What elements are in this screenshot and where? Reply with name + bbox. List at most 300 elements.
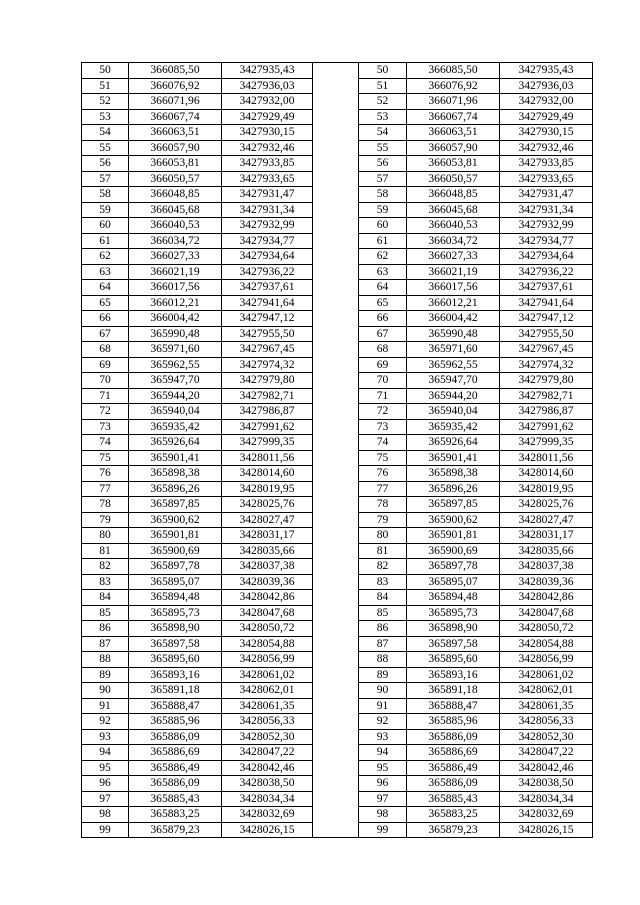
- left-y-coordinate-cell: 3428025,76: [222, 497, 313, 513]
- right-point-number-cell: 95: [359, 760, 407, 776]
- column-gap: [313, 109, 359, 125]
- column-gap: [313, 714, 359, 730]
- right-point-number-cell: 88: [359, 652, 407, 668]
- coordinates-table: [81, 62, 593, 838]
- left-y-coordinate-cell: 3428056,33: [222, 714, 313, 730]
- right-point-number-cell: 94: [359, 745, 407, 761]
- right-x-coordinate-cell: 365886,69: [407, 745, 500, 761]
- column-gap: [313, 140, 359, 156]
- column-gap: [313, 590, 359, 606]
- left-x-coordinate-cell: 366076,92: [129, 78, 222, 94]
- left-x-coordinate-cell: 365962,55: [129, 357, 222, 373]
- column-gap: [313, 543, 359, 559]
- table-row: [82, 249, 593, 265]
- right-x-coordinate-cell: 365896,26: [407, 481, 500, 497]
- column-gap: [313, 63, 359, 79]
- left-y-coordinate-cell: 3427999,35: [222, 435, 313, 451]
- left-y-coordinate-cell: 3427934,77: [222, 233, 313, 249]
- right-point-number-cell: 93: [359, 729, 407, 745]
- left-x-coordinate-cell: 365895,07: [129, 574, 222, 590]
- right-x-coordinate-cell: 365901,81: [407, 528, 500, 544]
- left-point-number-cell: 84: [82, 590, 129, 606]
- column-gap: [313, 373, 359, 389]
- left-y-coordinate-cell: 3427933,85: [222, 156, 313, 172]
- left-x-coordinate-cell: 365895,73: [129, 605, 222, 621]
- left-x-coordinate-cell: 366027,33: [129, 249, 222, 265]
- right-point-number-cell: 66: [359, 311, 407, 327]
- right-x-coordinate-cell: 365893,16: [407, 667, 500, 683]
- right-y-coordinate-cell: 3428047,68: [500, 605, 593, 621]
- right-x-coordinate-cell: 366017,56: [407, 280, 500, 296]
- left-point-number-cell: 86: [82, 621, 129, 637]
- right-y-coordinate-cell: 3427936,03: [500, 78, 593, 94]
- column-gap: [313, 233, 359, 249]
- right-x-coordinate-cell: 365895,60: [407, 652, 500, 668]
- left-x-coordinate-cell: 366045,68: [129, 202, 222, 218]
- right-x-coordinate-cell: 365898,90: [407, 621, 500, 637]
- left-y-coordinate-cell: 3427934,64: [222, 249, 313, 265]
- table-row: [82, 202, 593, 218]
- table-row: [82, 497, 593, 513]
- left-point-number-cell: 55: [82, 140, 129, 156]
- column-gap: [313, 466, 359, 482]
- left-point-number-cell: 90: [82, 683, 129, 699]
- table-row: [82, 156, 593, 172]
- table-row: [82, 776, 593, 792]
- left-point-number-cell: 57: [82, 171, 129, 187]
- right-point-number-cell: 82: [359, 559, 407, 575]
- right-x-coordinate-cell: 366053,81: [407, 156, 500, 172]
- right-x-coordinate-cell: 365935,42: [407, 419, 500, 435]
- right-point-number-cell: 86: [359, 621, 407, 637]
- right-point-number-cell: 63: [359, 264, 407, 280]
- right-y-coordinate-cell: 3427935,43: [500, 63, 593, 79]
- right-x-coordinate-cell: 365885,43: [407, 791, 500, 807]
- table-row: [82, 807, 593, 823]
- right-x-coordinate-cell: 365897,58: [407, 636, 500, 652]
- table-row: [82, 78, 593, 94]
- left-point-number-cell: 82: [82, 559, 129, 575]
- left-point-number-cell: 72: [82, 404, 129, 420]
- left-point-number-cell: 54: [82, 125, 129, 141]
- column-gap: [313, 404, 359, 420]
- table-row: [82, 218, 593, 234]
- table-row: [82, 652, 593, 668]
- right-point-number-cell: 64: [359, 280, 407, 296]
- table-row: [82, 543, 593, 559]
- right-y-coordinate-cell: 3428062,01: [500, 683, 593, 699]
- table-row: [82, 512, 593, 528]
- table-row: [82, 698, 593, 714]
- left-x-coordinate-cell: 366053,81: [129, 156, 222, 172]
- right-x-coordinate-cell: 365886,09: [407, 776, 500, 792]
- column-gap: [313, 667, 359, 683]
- right-y-coordinate-cell: 3427932,46: [500, 140, 593, 156]
- left-point-number-cell: 65: [82, 295, 129, 311]
- right-point-number-cell: 57: [359, 171, 407, 187]
- left-y-coordinate-cell: 3427941,64: [222, 295, 313, 311]
- column-gap: [313, 683, 359, 699]
- left-y-coordinate-cell: 3427932,00: [222, 94, 313, 110]
- left-point-number-cell: 70: [82, 373, 129, 389]
- right-y-coordinate-cell: 3427931,47: [500, 187, 593, 203]
- table-row: [82, 481, 593, 497]
- right-y-coordinate-cell: 3428031,17: [500, 528, 593, 544]
- left-x-coordinate-cell: 366057,90: [129, 140, 222, 156]
- right-y-coordinate-cell: 3428061,02: [500, 667, 593, 683]
- right-x-coordinate-cell: 365879,23: [407, 822, 500, 838]
- left-y-coordinate-cell: 3428027,47: [222, 512, 313, 528]
- right-y-coordinate-cell: 3427974,32: [500, 357, 593, 373]
- left-y-coordinate-cell: 3428034,34: [222, 791, 313, 807]
- right-point-number-cell: 91: [359, 698, 407, 714]
- table-row: [82, 419, 593, 435]
- left-y-coordinate-cell: 3428032,69: [222, 807, 313, 823]
- table-row: [82, 357, 593, 373]
- right-x-coordinate-cell: 365886,09: [407, 729, 500, 745]
- right-x-coordinate-cell: 365895,73: [407, 605, 500, 621]
- right-y-coordinate-cell: 3427947,12: [500, 311, 593, 327]
- left-x-coordinate-cell: 365886,69: [129, 745, 222, 761]
- column-gap: [313, 125, 359, 141]
- left-x-coordinate-cell: 366040,53: [129, 218, 222, 234]
- column-gap: [313, 94, 359, 110]
- left-point-number-cell: 95: [82, 760, 129, 776]
- column-gap: [313, 621, 359, 637]
- table-row: [82, 466, 593, 482]
- right-point-number-cell: 85: [359, 605, 407, 621]
- left-y-coordinate-cell: 3427986,87: [222, 404, 313, 420]
- column-gap: [313, 187, 359, 203]
- table-row: [82, 745, 593, 761]
- table-row: [82, 404, 593, 420]
- table-row: [82, 388, 593, 404]
- column-gap: [313, 388, 359, 404]
- table-row: [82, 729, 593, 745]
- right-y-coordinate-cell: 3428026,15: [500, 822, 593, 838]
- right-x-coordinate-cell: 365894,48: [407, 590, 500, 606]
- left-point-number-cell: 96: [82, 776, 129, 792]
- right-x-coordinate-cell: 365971,60: [407, 342, 500, 358]
- left-point-number-cell: 87: [82, 636, 129, 652]
- right-y-coordinate-cell: 3427967,45: [500, 342, 593, 358]
- left-x-coordinate-cell: 366034,72: [129, 233, 222, 249]
- column-gap: [313, 745, 359, 761]
- right-point-number-cell: 55: [359, 140, 407, 156]
- right-point-number-cell: 96: [359, 776, 407, 792]
- right-point-number-cell: 74: [359, 435, 407, 451]
- left-x-coordinate-cell: 365886,09: [129, 776, 222, 792]
- right-y-coordinate-cell: 3428047,22: [500, 745, 593, 761]
- left-point-number-cell: 97: [82, 791, 129, 807]
- column-gap: [313, 807, 359, 823]
- left-point-number-cell: 59: [82, 202, 129, 218]
- column-gap: [313, 760, 359, 776]
- right-x-coordinate-cell: 365947,70: [407, 373, 500, 389]
- left-y-coordinate-cell: 3427955,50: [222, 326, 313, 342]
- right-y-coordinate-cell: 3428035,66: [500, 543, 593, 559]
- right-point-number-cell: 81: [359, 543, 407, 559]
- left-x-coordinate-cell: 365895,60: [129, 652, 222, 668]
- column-gap: [313, 652, 359, 668]
- table-row: [82, 342, 593, 358]
- right-y-coordinate-cell: 3427929,49: [500, 109, 593, 125]
- right-point-number-cell: 97: [359, 791, 407, 807]
- left-y-coordinate-cell: 3427937,61: [222, 280, 313, 296]
- left-x-coordinate-cell: 365900,62: [129, 512, 222, 528]
- right-x-coordinate-cell: 366076,92: [407, 78, 500, 94]
- left-y-coordinate-cell: 3428052,30: [222, 729, 313, 745]
- left-y-coordinate-cell: 3428011,56: [222, 450, 313, 466]
- right-x-coordinate-cell: 366067,74: [407, 109, 500, 125]
- right-y-coordinate-cell: 3428019,95: [500, 481, 593, 497]
- column-gap: [313, 264, 359, 280]
- column-gap: [313, 156, 359, 172]
- column-gap: [313, 326, 359, 342]
- right-x-coordinate-cell: 366085,50: [407, 63, 500, 79]
- left-x-coordinate-cell: 365885,96: [129, 714, 222, 730]
- left-point-number-cell: 51: [82, 78, 129, 94]
- column-gap: [313, 218, 359, 234]
- left-y-coordinate-cell: 3428062,01: [222, 683, 313, 699]
- left-y-coordinate-cell: 3427979,80: [222, 373, 313, 389]
- right-y-coordinate-cell: 3428027,47: [500, 512, 593, 528]
- right-y-coordinate-cell: 3427934,77: [500, 233, 593, 249]
- right-x-coordinate-cell: 365901,41: [407, 450, 500, 466]
- left-x-coordinate-cell: 366085,50: [129, 63, 222, 79]
- left-x-coordinate-cell: 365944,20: [129, 388, 222, 404]
- right-x-coordinate-cell: 366040,53: [407, 218, 500, 234]
- left-point-number-cell: 66: [82, 311, 129, 327]
- right-x-coordinate-cell: 365897,78: [407, 559, 500, 575]
- left-x-coordinate-cell: 366063,51: [129, 125, 222, 141]
- right-x-coordinate-cell: 366057,90: [407, 140, 500, 156]
- column-gap: [313, 636, 359, 652]
- left-y-coordinate-cell: 3427974,32: [222, 357, 313, 373]
- left-y-coordinate-cell: 3428035,66: [222, 543, 313, 559]
- table-row: [82, 264, 593, 280]
- column-gap: [313, 342, 359, 358]
- table-row: [82, 280, 593, 296]
- right-x-coordinate-cell: 365900,62: [407, 512, 500, 528]
- table-row: [82, 187, 593, 203]
- left-x-coordinate-cell: 365894,48: [129, 590, 222, 606]
- right-point-number-cell: 54: [359, 125, 407, 141]
- left-point-number-cell: 64: [82, 280, 129, 296]
- left-y-coordinate-cell: 3427935,43: [222, 63, 313, 79]
- left-point-number-cell: 52: [82, 94, 129, 110]
- right-point-number-cell: 73: [359, 419, 407, 435]
- right-point-number-cell: 90: [359, 683, 407, 699]
- table-row: [82, 605, 593, 621]
- left-point-number-cell: 74: [82, 435, 129, 451]
- left-y-coordinate-cell: 3428042,86: [222, 590, 313, 606]
- right-y-coordinate-cell: 3428056,99: [500, 652, 593, 668]
- left-y-coordinate-cell: 3428056,99: [222, 652, 313, 668]
- right-y-coordinate-cell: 3427941,64: [500, 295, 593, 311]
- table-row: [82, 326, 593, 342]
- right-point-number-cell: 59: [359, 202, 407, 218]
- right-y-coordinate-cell: 3427933,85: [500, 156, 593, 172]
- left-point-number-cell: 92: [82, 714, 129, 730]
- left-x-coordinate-cell: 365886,09: [129, 729, 222, 745]
- right-y-coordinate-cell: 3428061,35: [500, 698, 593, 714]
- column-gap: [313, 249, 359, 265]
- left-point-number-cell: 77: [82, 481, 129, 497]
- right-x-coordinate-cell: 366012,21: [407, 295, 500, 311]
- right-x-coordinate-cell: 365897,85: [407, 497, 500, 513]
- left-point-number-cell: 99: [82, 822, 129, 838]
- left-y-coordinate-cell: 3428054,88: [222, 636, 313, 652]
- table-row: [82, 311, 593, 327]
- table-row: [82, 621, 593, 637]
- left-point-number-cell: 69: [82, 357, 129, 373]
- left-y-coordinate-cell: 3427930,15: [222, 125, 313, 141]
- table-row: [82, 559, 593, 575]
- left-y-coordinate-cell: 3427931,47: [222, 187, 313, 203]
- left-point-number-cell: 85: [82, 605, 129, 621]
- left-y-coordinate-cell: 3427936,03: [222, 78, 313, 94]
- right-point-number-cell: 89: [359, 667, 407, 683]
- table-row: [82, 140, 593, 156]
- left-x-coordinate-cell: 365896,26: [129, 481, 222, 497]
- table-row: [82, 714, 593, 730]
- left-y-coordinate-cell: 3427932,99: [222, 218, 313, 234]
- left-y-coordinate-cell: 3428039,36: [222, 574, 313, 590]
- table-row: [82, 435, 593, 451]
- column-gap: [313, 435, 359, 451]
- left-x-coordinate-cell: 365901,41: [129, 450, 222, 466]
- left-point-number-cell: 76: [82, 466, 129, 482]
- table-row: [82, 373, 593, 389]
- right-point-number-cell: 62: [359, 249, 407, 265]
- left-x-coordinate-cell: 365947,70: [129, 373, 222, 389]
- left-y-coordinate-cell: 3427936,22: [222, 264, 313, 280]
- right-point-number-cell: 84: [359, 590, 407, 606]
- right-point-number-cell: 60: [359, 218, 407, 234]
- right-point-number-cell: 71: [359, 388, 407, 404]
- right-x-coordinate-cell: 365926,64: [407, 435, 500, 451]
- left-y-coordinate-cell: 3428038,50: [222, 776, 313, 792]
- column-gap: [313, 78, 359, 94]
- left-x-coordinate-cell: 365897,78: [129, 559, 222, 575]
- table-row: [82, 636, 593, 652]
- column-gap: [313, 791, 359, 807]
- right-point-number-cell: 69: [359, 357, 407, 373]
- right-y-coordinate-cell: 3427932,99: [500, 218, 593, 234]
- left-point-number-cell: 50: [82, 63, 129, 79]
- left-x-coordinate-cell: 365926,64: [129, 435, 222, 451]
- right-x-coordinate-cell: 365990,48: [407, 326, 500, 342]
- left-y-coordinate-cell: 3427933,65: [222, 171, 313, 187]
- right-x-coordinate-cell: 366034,72: [407, 233, 500, 249]
- left-point-number-cell: 60: [82, 218, 129, 234]
- column-gap: [313, 574, 359, 590]
- right-x-coordinate-cell: 365895,07: [407, 574, 500, 590]
- left-y-coordinate-cell: 3428026,15: [222, 822, 313, 838]
- left-point-number-cell: 73: [82, 419, 129, 435]
- left-x-coordinate-cell: 366017,56: [129, 280, 222, 296]
- column-gap: [313, 822, 359, 838]
- left-point-number-cell: 63: [82, 264, 129, 280]
- left-y-coordinate-cell: 3427932,46: [222, 140, 313, 156]
- left-x-coordinate-cell: 366067,74: [129, 109, 222, 125]
- right-point-number-cell: 87: [359, 636, 407, 652]
- table-row: [82, 791, 593, 807]
- right-point-number-cell: 75: [359, 450, 407, 466]
- left-point-number-cell: 88: [82, 652, 129, 668]
- left-x-coordinate-cell: 365900,69: [129, 543, 222, 559]
- column-gap: [313, 698, 359, 714]
- right-point-number-cell: 68: [359, 342, 407, 358]
- right-point-number-cell: 99: [359, 822, 407, 838]
- left-x-coordinate-cell: 366048,85: [129, 187, 222, 203]
- left-point-number-cell: 83: [82, 574, 129, 590]
- table-row: [82, 667, 593, 683]
- left-y-coordinate-cell: 3427991,62: [222, 419, 313, 435]
- column-gap: [313, 729, 359, 745]
- right-point-number-cell: 77: [359, 481, 407, 497]
- right-x-coordinate-cell: 366063,51: [407, 125, 500, 141]
- right-x-coordinate-cell: 365891,18: [407, 683, 500, 699]
- right-y-coordinate-cell: 3427979,80: [500, 373, 593, 389]
- left-x-coordinate-cell: 365891,18: [129, 683, 222, 699]
- column-gap: [313, 559, 359, 575]
- table-row: [82, 233, 593, 249]
- right-point-number-cell: 51: [359, 78, 407, 94]
- left-x-coordinate-cell: 366050,57: [129, 171, 222, 187]
- right-point-number-cell: 52: [359, 94, 407, 110]
- right-x-coordinate-cell: 365883,25: [407, 807, 500, 823]
- left-point-number-cell: 81: [82, 543, 129, 559]
- right-point-number-cell: 98: [359, 807, 407, 823]
- right-x-coordinate-cell: 365898,38: [407, 466, 500, 482]
- left-x-coordinate-cell: 365897,85: [129, 497, 222, 513]
- left-y-coordinate-cell: 3428047,68: [222, 605, 313, 621]
- right-point-number-cell: 80: [359, 528, 407, 544]
- right-point-number-cell: 58: [359, 187, 407, 203]
- right-point-number-cell: 65: [359, 295, 407, 311]
- left-point-number-cell: 93: [82, 729, 129, 745]
- right-y-coordinate-cell: 3427955,50: [500, 326, 593, 342]
- left-y-coordinate-cell: 3427947,12: [222, 311, 313, 327]
- column-gap: [313, 512, 359, 528]
- left-y-coordinate-cell: 3428031,17: [222, 528, 313, 544]
- table-row: [82, 94, 593, 110]
- right-y-coordinate-cell: 3427986,87: [500, 404, 593, 420]
- right-x-coordinate-cell: 365940,04: [407, 404, 500, 420]
- left-x-coordinate-cell: 366071,96: [129, 94, 222, 110]
- right-y-coordinate-cell: 3427937,61: [500, 280, 593, 296]
- left-y-coordinate-cell: 3428019,95: [222, 481, 313, 497]
- column-gap: [313, 202, 359, 218]
- left-x-coordinate-cell: 365897,58: [129, 636, 222, 652]
- right-x-coordinate-cell: 365944,20: [407, 388, 500, 404]
- right-y-coordinate-cell: 3428025,76: [500, 497, 593, 513]
- column-gap: [313, 776, 359, 792]
- right-y-coordinate-cell: 3428039,36: [500, 574, 593, 590]
- column-gap: [313, 357, 359, 373]
- left-x-coordinate-cell: 365940,04: [129, 404, 222, 420]
- right-point-number-cell: 72: [359, 404, 407, 420]
- right-y-coordinate-cell: 3427933,65: [500, 171, 593, 187]
- right-point-number-cell: 78: [359, 497, 407, 513]
- left-y-coordinate-cell: 3428042,46: [222, 760, 313, 776]
- coordinates-table-body: [82, 63, 593, 838]
- table-row: [82, 171, 593, 187]
- table-row: [82, 63, 593, 79]
- right-x-coordinate-cell: 366021,19: [407, 264, 500, 280]
